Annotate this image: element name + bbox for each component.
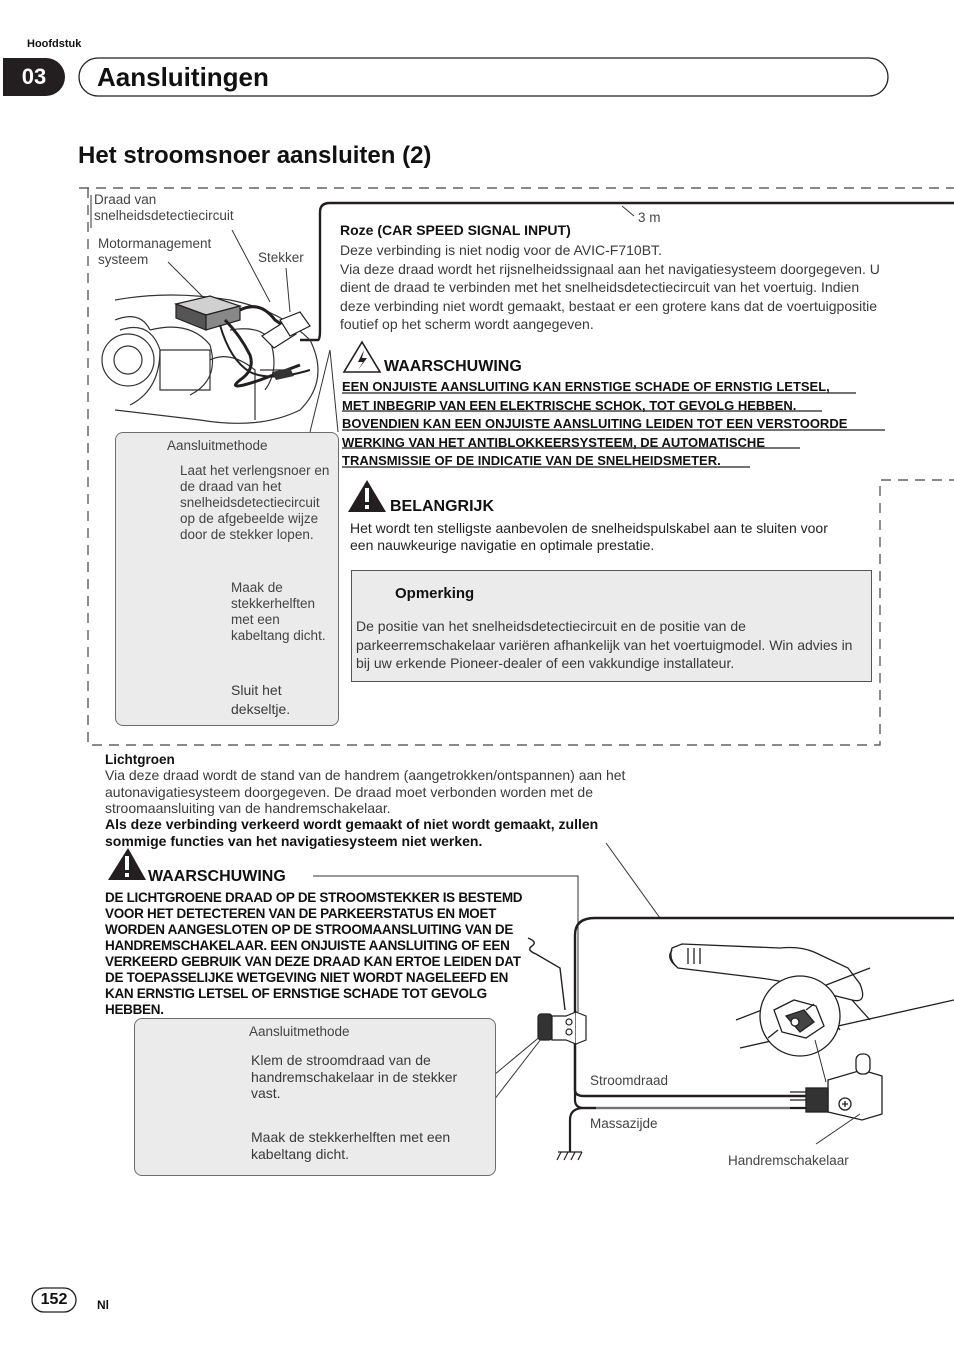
chapter-label: Hoofdstuk bbox=[27, 38, 82, 50]
chapter-number: 03 bbox=[21, 64, 47, 89]
method-step-3: Sluit het dekseltje. bbox=[231, 682, 291, 717]
warning-line: BOVENDIEN KAN EEN ONJUISTE AANSLUITING LEIDEN TOT EEN VERSTOORDE bbox=[342, 416, 848, 431]
light-green-body: Via deze draad wordt de stand van de handrem (aangetrokken/ontspannen) aan het autonavigatiesysteem doorgegeven. De draad moet verbonden worden met de stroomaansluiting van de handremschakelaar. bbox=[105, 767, 626, 816]
warning-body-2: DE LICHTGROENE DRAAD OP DE STROOMSTEKKER IS BESTEMD VOOR HET DETECTEREN VAN DE PARKEERSTATUS EN MOET WORDEN AANGESLOTEN OP DE STROOMAANSLUITING VAN DE HANDREMSCHAKELAAR. EEN ONJUISTE AANSLUITING OF EEN VERKEERD GEBRUIK VAN DEZE DRAAD KAN ERTOE LEIDEN DAT DE TOEPASSELIJKE WETGEVING NIET WORDT NAGELEEFD EN KAN ERNSTIG LETSEL OF ERNSTIGE SCHADE TOT GEVOLG HEBBEN. bbox=[105, 890, 523, 1017]
pink-wire-body: Deze verbinding is niet nodig voor de AVIC-F710BT. Via deze draad wordt het rijsnelheidssignaal aan het navigatiesysteem doorgegeven. U dient de draad te verbinden met het snelheidsdetectiecircuit van het voertuig. Indien deze verbinding niet wordt gemaakt, bestaat er een grotere kans dat de voertuigpositie foutief op het scherm wordt aangegeven. bbox=[340, 242, 880, 332]
page-title: Het stroomsnoer aansluiten (2) bbox=[78, 142, 432, 169]
language-code: Nl bbox=[97, 1298, 109, 1312]
label-ground-side: Massazijde bbox=[590, 1116, 658, 1131]
method-box-title: Aansluitmethode bbox=[167, 438, 268, 453]
warning-line: EEN ONJUISTE AANSLUITING KAN ERNSTIGE SCHADE OF ERNSTIG LETSEL, bbox=[342, 379, 830, 394]
label-handbrake-switch: Handremschakelaar bbox=[728, 1153, 849, 1168]
warning-title-1: WAARSCHUWING bbox=[384, 358, 522, 375]
label-power-wire: Stroomdraad bbox=[590, 1073, 669, 1088]
important-title: BELANGRIJK bbox=[390, 498, 495, 515]
note-title: Opmerking bbox=[395, 585, 475, 602]
method2-step-1: Klem de stroomdraad van de handremschakelaar in de stekker vast. bbox=[251, 1052, 458, 1101]
method-step-1: Laat het verlengsnoer en de draad van het snelheidsdetectiecircuit op de afgebeelde wijze door de stekker lopen. bbox=[180, 463, 330, 542]
warning-line: TRANSMISSIE OF DE INDICATIE VAN DE SNELHEIDSMETER. bbox=[342, 453, 721, 468]
warning-line: MET INBEGRIP VAN EEN ELEKTRISCHE SCHOK, TOT GEVOLG HEBBEN. bbox=[342, 397, 797, 413]
label-plug: Stekker bbox=[258, 250, 304, 265]
method2-step-2: Maak de stekkerhelften met een kabeltang dicht. bbox=[251, 1129, 451, 1162]
warning-title-2: WAARSCHUWING bbox=[148, 868, 286, 885]
warning-body-1 bbox=[342, 378, 847, 471]
note-body: De positie van het snelheidsdetectiecircuit en de positie van de parkeerremschakelaar variëren afhankelijk van het voertuigmodel. Win advies in bij uw erkende Pioneer-dealer of een vakkundige installateur. bbox=[356, 618, 853, 671]
label-speed-wire: Draad van snelheidsdetectiecircuit bbox=[94, 192, 234, 223]
important-body: Het wordt ten stelligste aanbevolen de snelheidspulskabel aan te sluiten voor een nauwkeurige navigatie en optimale prestatie. bbox=[350, 520, 828, 553]
chapter-number-badge bbox=[3, 58, 65, 96]
label-length: 3 m bbox=[638, 210, 661, 225]
label-engine-management: Motormanagement systeem bbox=[98, 236, 212, 267]
method-step-2: Maak de stekkerhelften met een kabeltang dicht. bbox=[231, 580, 326, 643]
method2-title: Aansluitmethode bbox=[249, 1024, 350, 1039]
pink-wire-title: Roze (CAR SPEED SIGNAL INPUT) bbox=[340, 222, 571, 238]
page-number: 152 bbox=[40, 1291, 68, 1308]
light-green-bold: Als deze verbinding verkeerd wordt gemaakt of niet wordt gemaakt, zullen sommige functies van het navigatiesysteem niet werken. bbox=[105, 816, 599, 849]
light-green-title: Lichtgroen bbox=[105, 752, 175, 767]
warning-line: WERKING VAN HET ANTIBLOKKEERSYSTEEM, DE AUTOMATISCHE bbox=[342, 434, 765, 450]
chapter-title: Aansluitingen bbox=[97, 62, 269, 92]
